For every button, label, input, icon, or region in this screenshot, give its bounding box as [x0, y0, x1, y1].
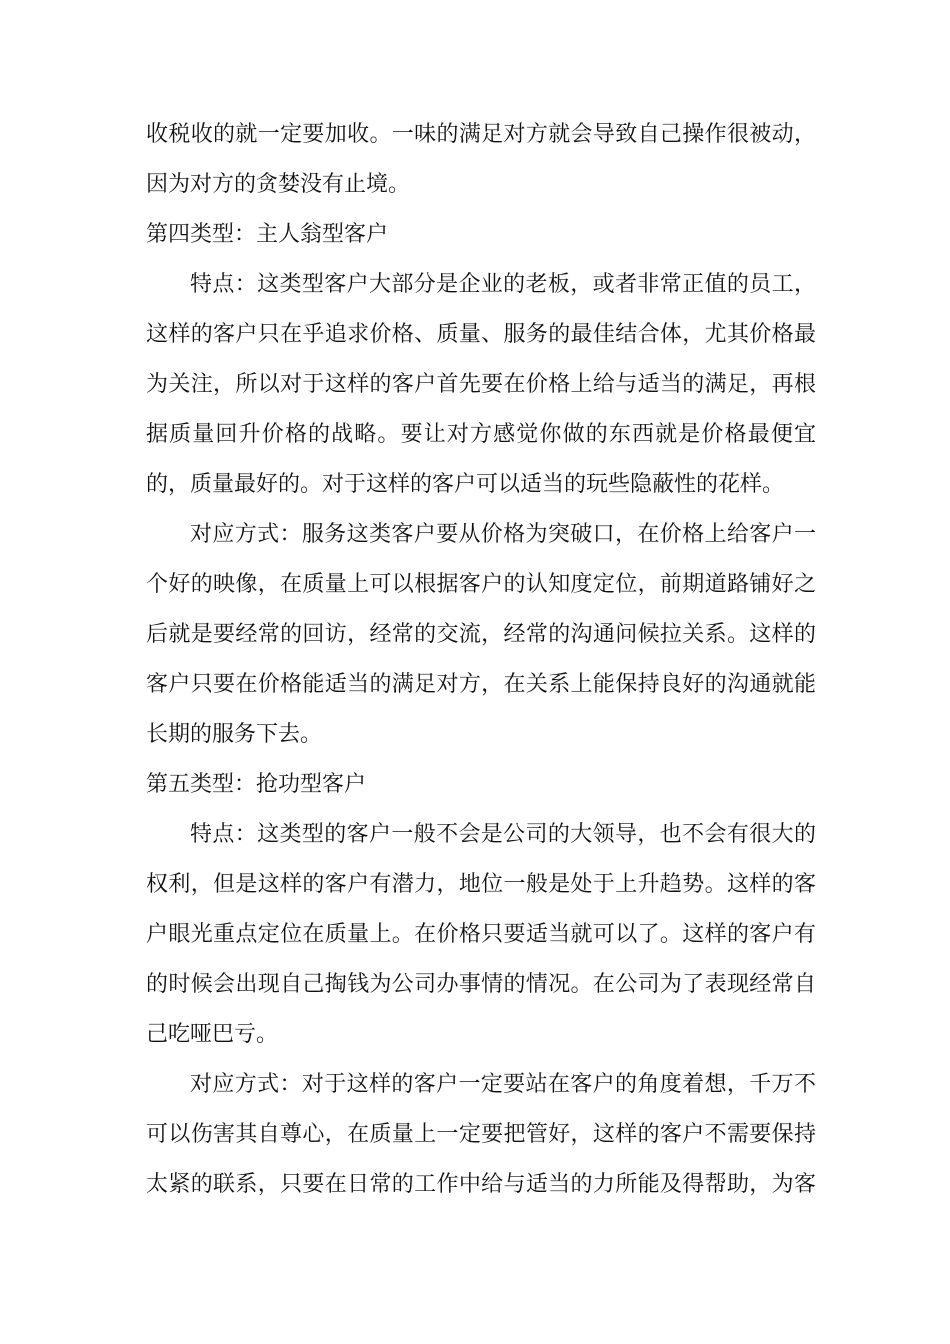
text-line: 这样的客户只在乎追求价格、质量、服务的最佳结合体，尤其价格最 [146, 322, 816, 347]
text-line: 己吃哑巴亏。 [146, 1022, 279, 1047]
text-line: 权利，但是这样的客户有潜力，地位一般是处于上升趋势。这样的客 [146, 872, 816, 897]
text-line: 据质量回升价格的战略。要让对方感觉你做的东西就是价格最便宜 [146, 422, 816, 447]
text-line: 户眼光重点定位在质量上。在价格只要适当就可以了。这样的客户有 [146, 922, 816, 947]
text-line: 长期的服务下去。 [146, 722, 323, 747]
text-line: 为关注，所以对于这样的客户首先要在价格上给与适当的满足，再根 [146, 372, 816, 397]
paragraph-first-line: 特点：这类型的客户一般不会是公司的大领导，也不会有很大的 [190, 822, 816, 847]
text-line: 太紧的联系，只要在日常的工作中给与适当的力所能及得帮助，为客 [146, 1172, 816, 1197]
text-line: 后就是要经常的回访，经常的交流，经常的沟通问候拉关系。这样的 [146, 622, 816, 647]
text-line: 收税收的就一定要加收。一味的满足对方就会导致自己操作很被动， [146, 122, 816, 147]
paragraph-first-line: 对应方式：服务这类客户要从价格为突破口，在价格上给客户一 [190, 522, 816, 547]
section-heading-type-4: 第四类型：主人翁型客户 [146, 222, 389, 247]
section-heading-type-5: 第五类型：抢功型客户 [146, 772, 367, 797]
text-line: 的时候会出现自己掏钱为公司办事情的情况。在公司为了表现经常自 [146, 972, 816, 997]
paragraph-first-line: 对应方式：对于这样的客户一定要站在客户的角度着想，千万不 [190, 1072, 816, 1097]
text-line: 的，质量最好的。对于这样的客户可以适当的玩些隐蔽性的花样。 [146, 472, 785, 497]
paragraph-first-line: 特点：这类型客户大部分是企业的老板，或者非常正值的员工， [190, 272, 816, 297]
text-line: 客户只要在价格能适当的满足对方，在关系上能保持良好的沟通就能 [146, 672, 816, 697]
text-line: 个好的映像，在质量上可以根据客户的认知度定位，前期道路铺好之 [146, 572, 816, 597]
text-line: 可以伤害其自尊心，在质量上一定要把管好，这样的客户不需要保持 [146, 1122, 816, 1147]
text-line: 因为对方的贪婪没有止境。 [146, 172, 411, 197]
